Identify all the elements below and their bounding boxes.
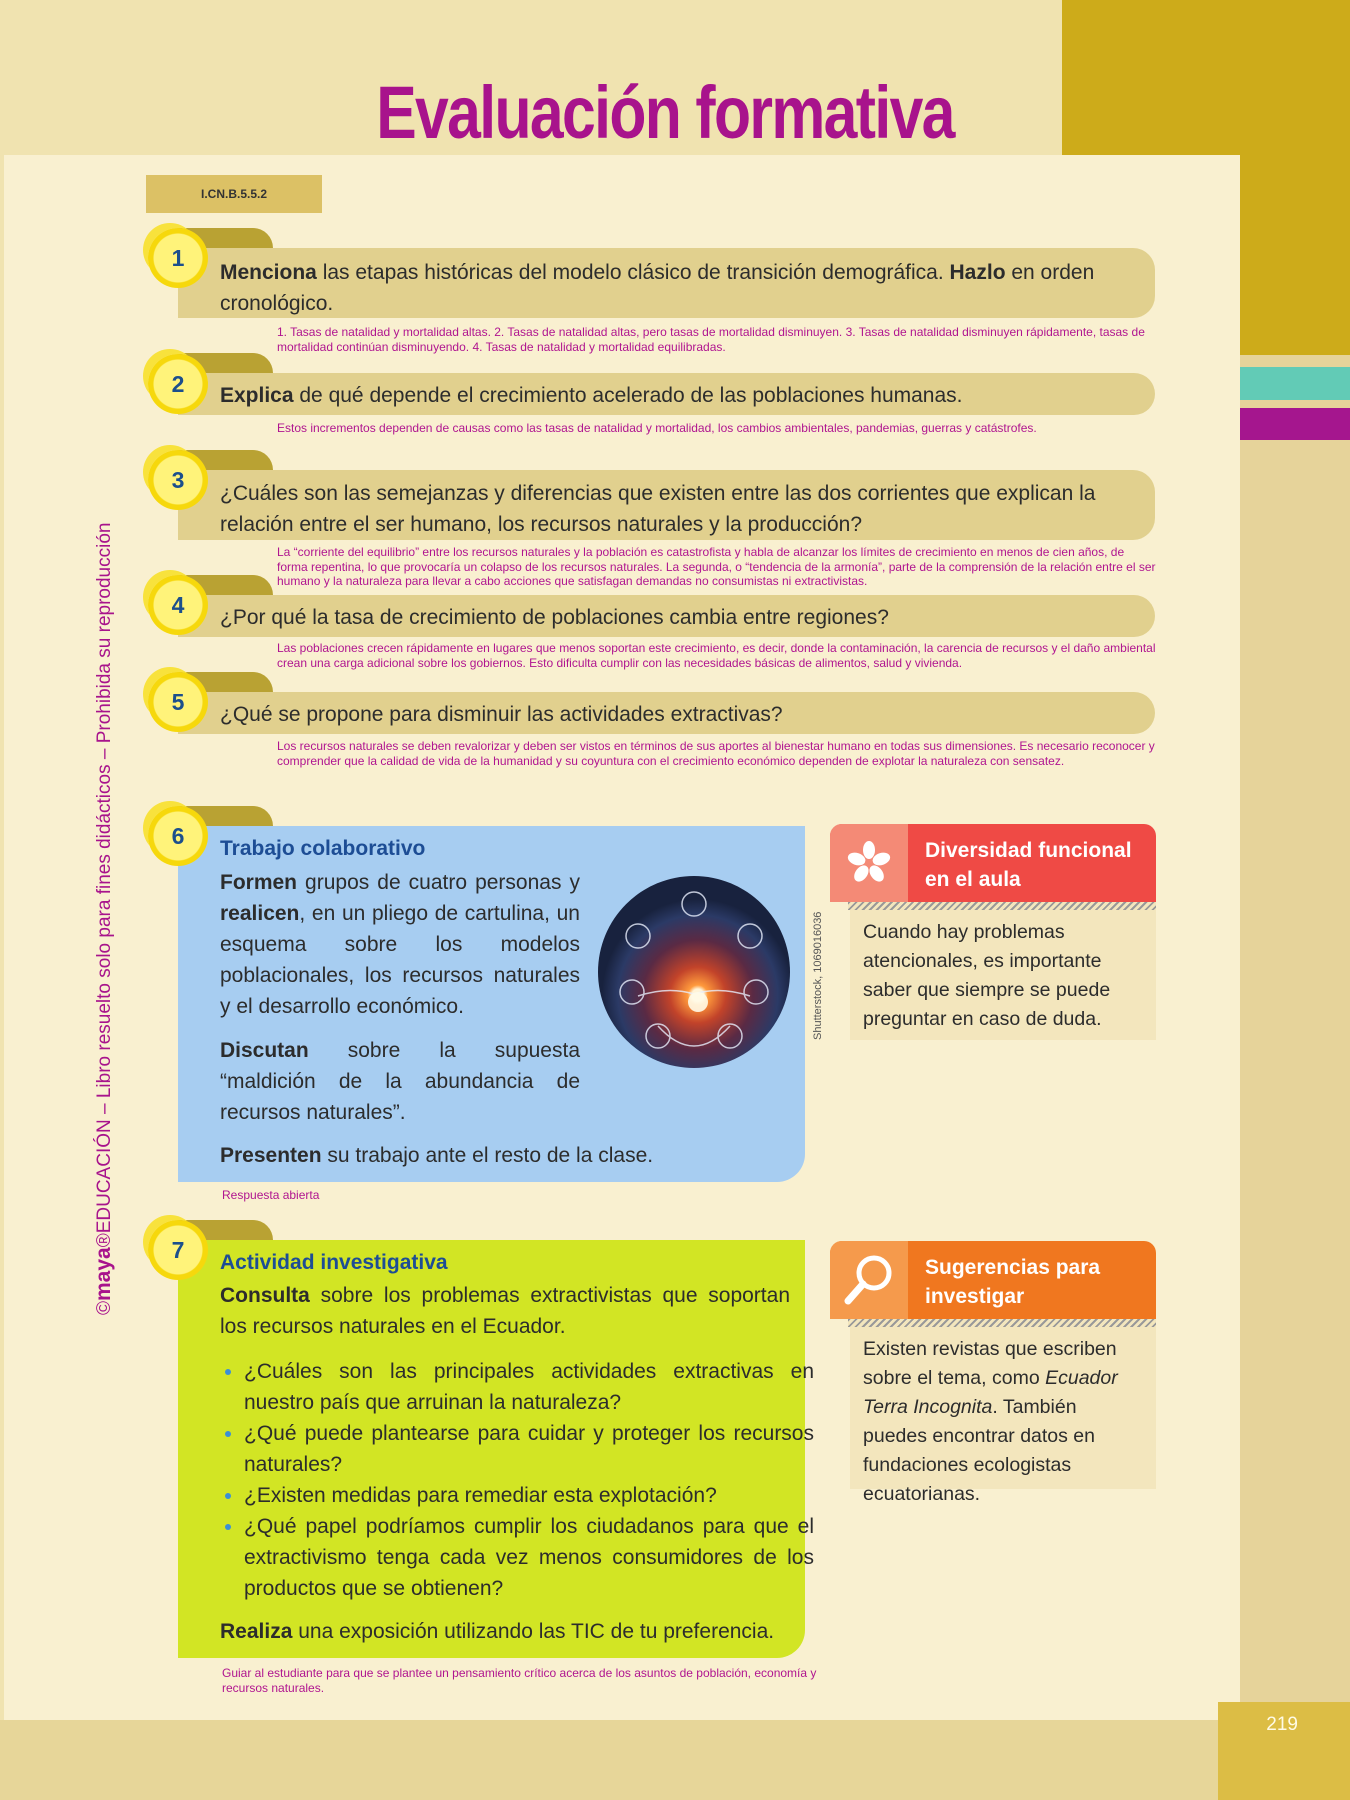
indicator-code: I.CN.B.5.5.2 bbox=[146, 175, 322, 213]
copyright-text: ®EDUCACIÓN – Libro resuelto solo para fines didácticos – Prohibida su reproducción bbox=[94, 522, 115, 1248]
question-number-badge: 3 bbox=[148, 450, 208, 510]
research-questions-list bbox=[220, 1356, 814, 1604]
page-title: Evaluación formativa bbox=[376, 71, 954, 154]
question-4-text: ¿Por qué la tasa de crecimiento de poblaciones cambia entre regiones? bbox=[220, 606, 889, 629]
right-margin-band bbox=[1240, 355, 1350, 1725]
task7-paragraph-1: Consulta sobre los problemas extractivistas que soportan los recursos naturales en el Ecuador. bbox=[220, 1284, 790, 1338]
list-item: • ¿Cuáles son las principales actividades extractivas en nuestro país que arruinan la naturaleza? bbox=[244, 1356, 814, 1418]
vertical-copyright bbox=[92, 523, 116, 1315]
question-number-badge: 6 bbox=[148, 806, 208, 866]
collaborative-work-title: Trabajo colaborativo bbox=[220, 837, 426, 860]
question-number-badge: 1 bbox=[148, 228, 208, 288]
answer-6: Respuesta abierta bbox=[222, 1188, 320, 1202]
research-tips-text: Existen revistas que escriben sobre el tema, como Ecuador Terra Incognita. También puedes encontrar datos en fundaciones ecologistas ecuatorianas. bbox=[850, 1327, 1156, 1489]
brand-name: maya bbox=[92, 1247, 115, 1301]
question-2-text: Explica de qué depende el crecimiento acelerado de las poblaciones humanas. bbox=[220, 384, 963, 407]
task6-paragraph-1: Formen grupos de cuatro personas y realicen, en un pliego de cartulina, un esquema sobre los modelos poblacionales, los recursos naturales y el desarrollo económico. bbox=[220, 871, 580, 1018]
research-activity-title: Actividad investigativa bbox=[220, 1251, 448, 1274]
magnifier-icon bbox=[830, 1241, 908, 1319]
question-number-badge: 5 bbox=[148, 672, 208, 732]
teal-stripe bbox=[1240, 367, 1350, 400]
answer-3: La “corriente del equilibrio” entre los recursos naturales y la población es catastrofista y habla de alcanzar los límites de crecimiento en menos de cien años, de forma repentina, lo que provocaría un colapso de los recursos naturales. La segunda, o “tendencia de la armonía”, parte de la comprensión de la relación entre el ser humano y la naturaleza para llevar a cabo acciones que satisfagan demandas no consumistas ni extractivistas. bbox=[277, 545, 1156, 588]
task6-paragraph-3: Presenten su trabajo ante el resto de la clase. bbox=[220, 1144, 654, 1167]
functional-diversity-title: Diversidad funcional en el aula bbox=[925, 839, 1132, 891]
image-credit: Shutterstock, 1069016036 bbox=[812, 911, 824, 1040]
task6-paragraph-2: Discutan sobre la supuesta “maldición de la abundancia de recursos naturales”. bbox=[220, 1039, 580, 1124]
question-number-badge: 7 bbox=[148, 1220, 208, 1280]
answer-4: Las poblaciones crecen rápidamente en lugares que menos soportan este crecimiento, es decir, donde la contaminación, la carencia de recursos y el daño ambiental crean una carga adicional sobre los gobiernos. Esto dificulta cumplir con las necesidades básicas de alimentos, salud y vivienda. bbox=[277, 641, 1156, 670]
question-number-badge: 2 bbox=[148, 354, 208, 414]
question-3-text: ¿Cuáles son las semejanzas y diferencias que existen entre las dos corrientes que explican la relación entre el ser humano, los recursos naturales y la producción? bbox=[220, 482, 1096, 536]
functional-diversity-text: Cuando hay problemas atencionales, es importante saber que siempre se puede preguntar en caso de duda. bbox=[850, 910, 1156, 1040]
answer-2: Estos incrementos dependen de causas como las tasas de natalidad y mortalidad, los cambios ambientales, pandemias, guerras y catástrofes. bbox=[277, 421, 1037, 435]
question-number-badge: 4 bbox=[148, 575, 208, 635]
page-number: 219 bbox=[1266, 1714, 1298, 1735]
hatch-divider bbox=[848, 902, 1156, 910]
question-5-text: ¿Qué se propone para disminuir las actividades extractivas? bbox=[220, 703, 783, 726]
task7-paragraph-2: Realiza una exposición utilizando las TIC de tu preferencia. bbox=[220, 1620, 775, 1643]
list-item: • ¿Existen medidas para remediar esta explotación? bbox=[244, 1480, 814, 1511]
list-item: • ¿Qué puede plantearse para cuidar y proteger los recursos naturales? bbox=[244, 1418, 814, 1480]
asterisk-icon bbox=[830, 824, 908, 902]
answer-1: 1. Tasas de natalidad y mortalidad altas. 2. Tasas de natalidad altas, pero tasas de mortalidad disminuyen. 3. Tasas de natalidad disminuyen rápidamente, tasas de mortalidad continúan disminuyendo. 4. Tasas de natalidad y mortalidad equilibradas. bbox=[277, 325, 1145, 354]
answer-5: Los recursos naturales se deben revalorizar y deben ser vistos en términos de sus aportes al bienestar humano en todas sus dimensiones. Es necesario reconocer y comprender que la calidad de vida de la humanidad y su coyuntura con el crecimiento económico dependen de explotar la naturaleza con sensatez. bbox=[277, 739, 1155, 768]
magenta-stripe bbox=[1240, 408, 1350, 440]
hatch-divider bbox=[848, 1319, 1156, 1327]
answer-7: Guiar al estudiante para que se plantee un pensamiento crítico acerca de los asuntos de población, economía y recursos naturales. bbox=[222, 1666, 817, 1695]
list-item: • ¿Qué papel podríamos cumplir los ciudadanos para que el extractivismo tenga cada vez menos consumidores de los productos que se obtienen? bbox=[244, 1511, 814, 1604]
question-1-text: Menciona las etapas históricas del modelo clásico de transición demográfica. Hazlo en orden cronológico. bbox=[220, 261, 1095, 315]
network-icons-overlay bbox=[598, 876, 790, 1068]
globe-hands-image bbox=[598, 876, 790, 1068]
research-tips-title: Sugerencias para investigar bbox=[925, 1256, 1101, 1308]
copyright-symbol: © bbox=[94, 1301, 115, 1315]
bottom-band bbox=[0, 1720, 1350, 1800]
